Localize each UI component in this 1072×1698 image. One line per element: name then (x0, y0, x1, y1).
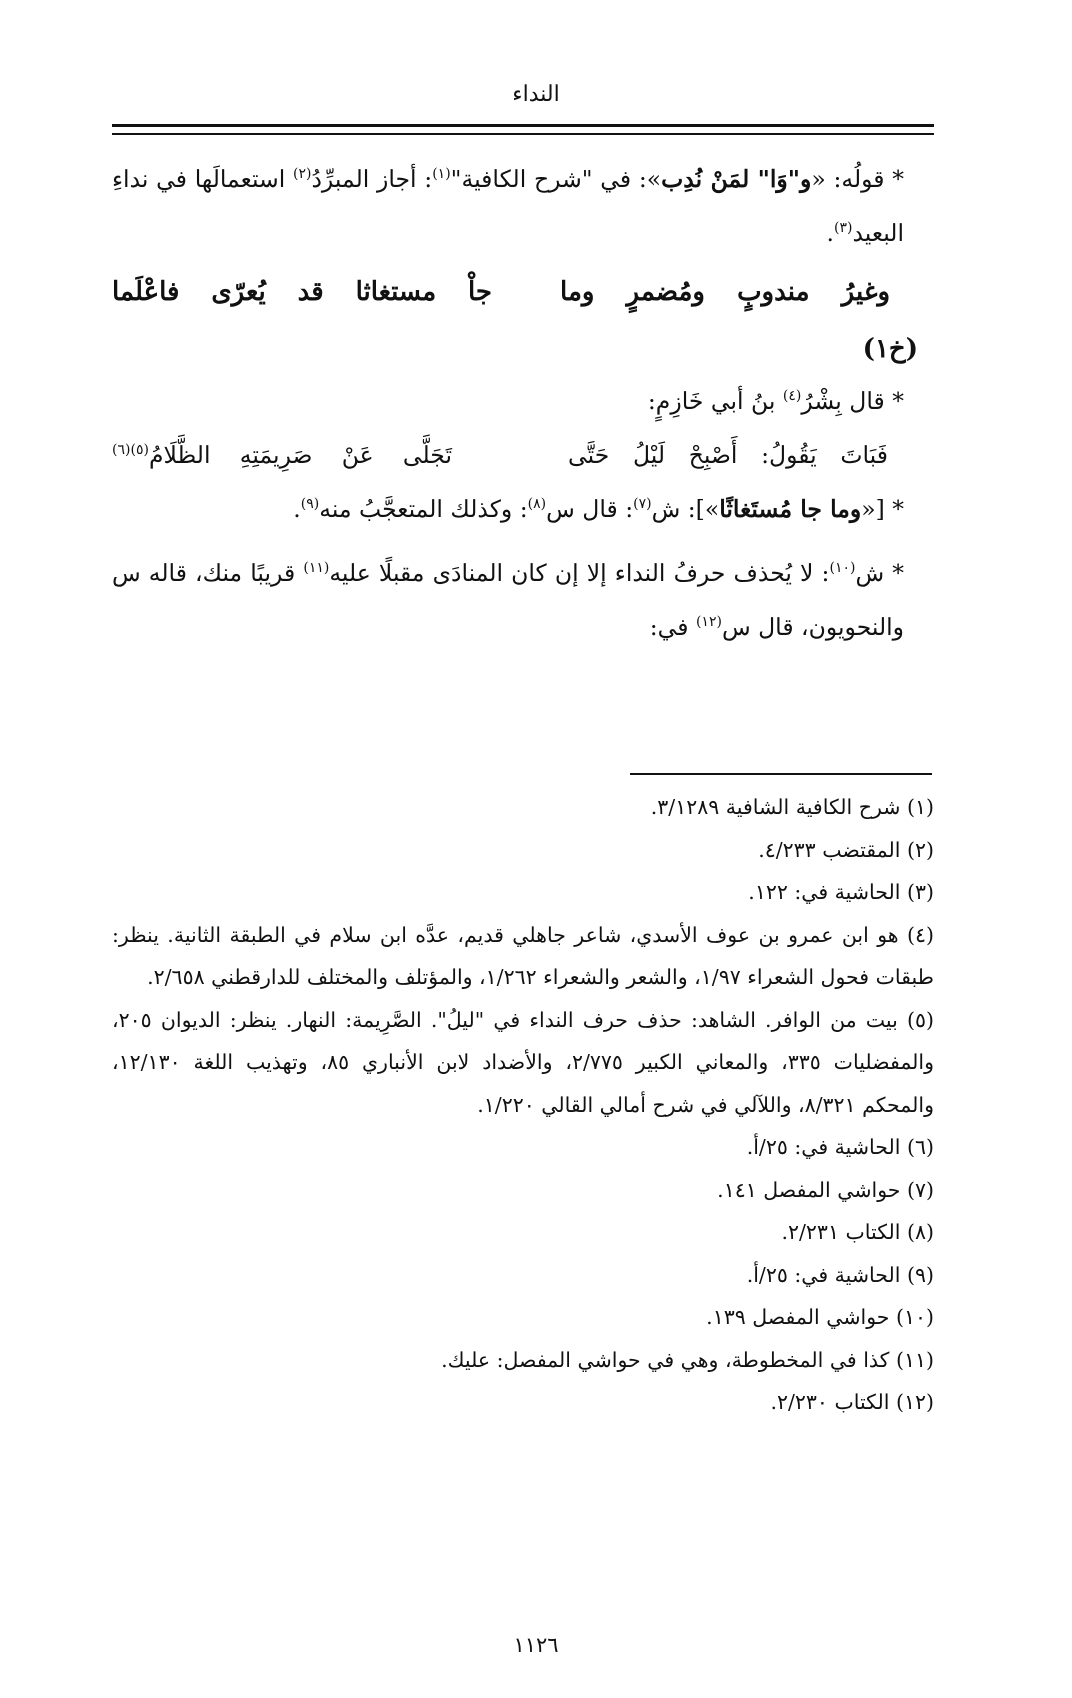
text: في: (649, 613, 696, 641)
text: استعمالَها في نداءِ البعيد (112, 165, 904, 247)
word: حَتَّى (568, 441, 610, 469)
word: عَنْ (341, 441, 374, 469)
text: : أجاز المبرِّدُ (311, 165, 433, 193)
word: يُعرّى (211, 277, 266, 307)
verse-hemistich-2 (112, 260, 492, 324)
paragraph-1 (112, 152, 934, 260)
main-text (112, 152, 934, 654)
footnote-ref[interactable]: (١٢) (695, 614, 722, 631)
footnote-ref[interactable]: (٣) (833, 220, 853, 237)
word: ومُضمرٍ (626, 277, 705, 307)
footnote-ref[interactable]: (١) (432, 166, 451, 183)
poem-hemistich-2 (112, 428, 452, 482)
word: وغيرُ (841, 277, 890, 307)
text: : لا يُحذف حرفُ النداء إلا إن كان المنادَى مقبلًا عليه (329, 559, 830, 587)
text: قريبًا منك، قاله س والنحويون، قال س (112, 559, 904, 641)
text: . (826, 219, 834, 247)
footnote-10: (١٠) حواشي المفصل ١٣٩. (706, 1305, 934, 1329)
word (112, 428, 210, 482)
footnote-7: (٧) حواشي المفصل ١٤١. (717, 1177, 934, 1202)
paragraph-4 (112, 546, 934, 654)
word: فاعْلَما (112, 277, 180, 307)
word: صَرِيمَتِهِ (239, 441, 313, 469)
word: مندوبٍ (737, 277, 810, 307)
page-number: ١١٢٦ (513, 1633, 559, 1657)
footnote-2: (٢) المقتضب ٤/٢٣٣. (758, 837, 934, 862)
footnote-ref[interactable]: (٧) (633, 496, 652, 513)
verse-hemistich-1 (560, 260, 890, 324)
footnote-5: (٥) بيت من الوافر. الشاهد: حذف حرف النداء في "ليلُ". الصَّرِيمة: النهار. ينظر: الديوان ٢٠٥، والمفضليات ٣٣٥، والمعاني الكبير ٢/٧٧٥، والأضداد لابن الأنباري ٨٥، وتهذيب اللغة ١٢/١٣٠، والمحكم ٨/٣٢١، واللآلي في شرح أمالي القالي ١/٢٢٠. (112, 1007, 935, 1117)
poem-hemistich-1 (568, 428, 888, 482)
word-text: الظَّلَامُ (148, 441, 211, 469)
word: لَيْلُ (632, 441, 666, 469)
footnote-ref[interactable]: (٥)(٦) (112, 442, 149, 459)
footnote-separator (630, 773, 932, 775)
text: : وكذلك المتعجَّبُ منه (319, 495, 528, 523)
verse-line (112, 260, 934, 324)
header-rule-thick (112, 124, 934, 127)
paragraph-3 (112, 482, 934, 536)
text: * ش (855, 559, 904, 587)
text: »]: ش (651, 495, 720, 523)
footnote-9: (٩) الحاشية في: ٢٥/أ. (746, 1262, 934, 1287)
text: . (293, 495, 301, 523)
footnote-ref[interactable]: (٨) (527, 496, 547, 513)
quoted-text: وما جا مُستَغاثًا (719, 495, 862, 523)
header-rule-thin (112, 133, 934, 135)
word: مستغاثا (355, 277, 437, 307)
footnote-1: (١) شرح الكافية الشافية ٣/١٢٨٩. (650, 795, 934, 819)
poem-line (112, 428, 934, 482)
text: : قال س (546, 495, 634, 523)
verse-code: (خ١) (862, 334, 918, 364)
footnote-ref[interactable]: (٢) (293, 166, 312, 183)
footnotes (112, 786, 934, 1424)
text: »: في "شرح الكافية" (450, 165, 662, 193)
footnote-6: (٦) الحاشية في: ٢٥/أ. (746, 1135, 934, 1159)
footnote-11: (١١) كذا في المخطوطة، وهي في حواشي المفصل: عليك. (441, 1347, 934, 1372)
text: * قولُه: « (811, 165, 904, 193)
footnote-ref[interactable]: (١١) (303, 560, 330, 577)
footnote-4: (٤) هو ابن عمرو بن عوف الأسدي، شاعر جاهلي قديم، عدَّه ابن سلام في الطبقة الثانية. ينظر: طبقات فحول الشعراء ١/٩٧، والشعر والشعراء ١/٢٦٢، والمؤتلف والمختلف للدارقطني ٢/٦٥٨. (112, 922, 934, 989)
text: بنُ أبي خَازِمٍ: (647, 387, 783, 415)
footnote-8: (٨) الكتاب ٢/٢٣١. (781, 1220, 934, 1244)
word: وما (560, 277, 595, 307)
footnote-ref[interactable]: (٤) (782, 388, 802, 405)
footnote-ref[interactable]: (١٠) (829, 560, 856, 577)
word: جاْ (468, 277, 492, 307)
quoted-text: و"وَا" لمَنْ نُدِب (661, 165, 812, 193)
footnote-ref[interactable]: (٩) (300, 496, 320, 513)
word: قد (297, 277, 324, 307)
footnote-12: (١٢) الكتاب ٢/٢٣٠. (770, 1390, 934, 1414)
word: أَصْبِحْ (688, 441, 738, 469)
word: يَقُولُ: (761, 441, 817, 469)
footnote-3: (٣) الحاشية في: ١٢٢. (748, 880, 934, 904)
running-header: النداء (512, 82, 560, 107)
text: * قال بِشْرُ (801, 387, 904, 415)
text: * [« (861, 495, 904, 523)
word: فَبَاتَ (840, 441, 888, 469)
paragraph-2 (112, 374, 934, 428)
word: تَجَلَّى (402, 441, 452, 469)
